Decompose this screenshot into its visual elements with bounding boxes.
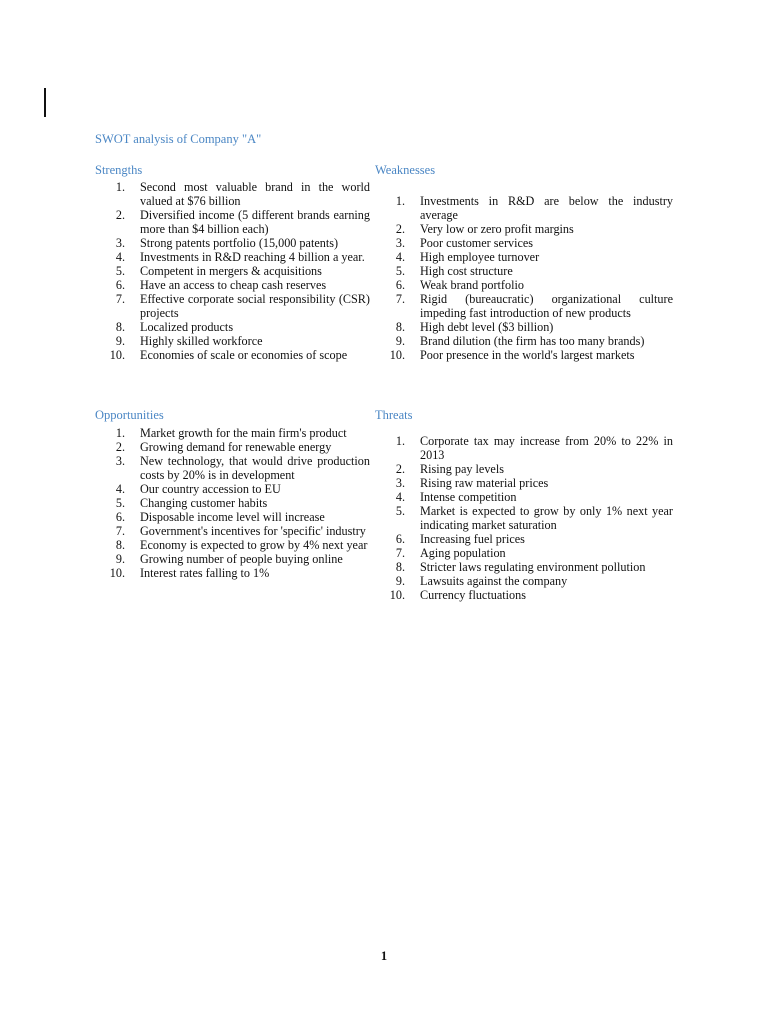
item-text: Rising pay levels <box>420 462 504 476</box>
item-number: 2. <box>395 222 405 236</box>
item-number: 7. <box>115 524 125 538</box>
item-number: 8. <box>395 560 405 574</box>
item-text: Increasing fuel prices <box>420 532 525 546</box>
threats-heading: Threats <box>375 408 413 422</box>
item-number: 6. <box>395 278 405 292</box>
item-number: 3. <box>395 236 405 250</box>
item-text: Currency fluctuations <box>420 588 526 602</box>
opportunities-list <box>95 426 370 580</box>
item-text: New technology, that would drive production costs by 20% is in development <box>140 454 370 482</box>
item-number: 9. <box>395 574 405 588</box>
list-item <box>375 560 673 574</box>
list-item <box>375 434 673 462</box>
list-item <box>95 236 370 250</box>
item-text: Poor presence in the world's largest markets <box>420 348 635 362</box>
list-item <box>95 264 370 278</box>
item-number: 6. <box>115 278 125 292</box>
item-number: 4. <box>115 250 125 264</box>
list-item <box>375 236 673 250</box>
item-number: 1. <box>115 180 125 194</box>
item-text: Market is expected to grow by only 1% next year indicating market saturation <box>420 504 673 532</box>
item-text: Strong patents portfolio (15,000 patents) <box>140 236 339 250</box>
document-title: SWOT analysis of Company "A" <box>95 132 262 146</box>
item-text: Growing demand for renewable energy <box>140 440 332 454</box>
item-text: Disposable income level will increase <box>140 510 325 524</box>
item-text: Economy is expected to grow by 4% next year <box>140 538 368 552</box>
item-text: Localized products <box>140 320 234 334</box>
item-number: 10. <box>389 348 405 362</box>
item-text: Brand dilution (the firm has too many brands) <box>420 334 645 348</box>
list-item <box>375 250 673 264</box>
list-item <box>375 222 673 236</box>
list-item <box>95 334 370 348</box>
list-item <box>95 566 370 580</box>
item-text: Second most valuable brand in the world valued at $76 billion <box>140 180 370 208</box>
item-number: 6. <box>115 510 125 524</box>
item-number: 8. <box>115 320 125 334</box>
opportunities-section <box>95 408 370 580</box>
item-text: Weak brand portfolio <box>420 278 524 292</box>
item-number: 7. <box>115 292 125 306</box>
threats-list <box>375 434 673 602</box>
item-text: Our country accession to EU <box>140 482 281 496</box>
item-text: Market growth for the main firm's product <box>140 426 347 440</box>
item-number: 6. <box>395 532 405 546</box>
item-text: Rising raw material prices <box>420 476 549 490</box>
list-item <box>375 462 673 476</box>
list-item <box>375 320 673 334</box>
item-text: Competent in mergers & acquisitions <box>140 264 322 278</box>
list-item <box>375 292 673 320</box>
list-item <box>95 496 370 510</box>
list-item <box>95 482 370 496</box>
item-text: Very low or zero profit margins <box>420 222 574 236</box>
list-item <box>95 208 370 236</box>
item-text: High cost structure <box>420 264 513 278</box>
item-number: 3. <box>115 236 125 250</box>
item-text: Investments in R&D are below the industry average <box>420 194 673 222</box>
list-item <box>95 524 370 538</box>
list-item <box>375 278 673 292</box>
list-item <box>95 454 370 482</box>
item-number: 1. <box>395 434 405 448</box>
item-number: 2. <box>115 440 125 454</box>
item-number: 8. <box>395 320 405 334</box>
item-number: 10. <box>109 348 125 362</box>
list-item <box>95 440 370 454</box>
item-text: Intense competition <box>420 490 517 504</box>
item-number: 7. <box>395 292 405 306</box>
item-text: High employee turnover <box>420 250 540 264</box>
item-text: Changing customer habits <box>140 496 268 510</box>
item-text: High debt level ($3 billion) <box>420 320 554 334</box>
item-number: 2. <box>395 462 405 476</box>
item-number: 2. <box>115 208 125 222</box>
item-text: Corporate tax may increase from 20% to 22% in 2013 <box>420 434 673 462</box>
item-text: Aging population <box>420 546 506 560</box>
list-item <box>95 320 370 334</box>
list-item <box>375 348 673 362</box>
item-number: 5. <box>115 264 125 278</box>
list-item <box>375 546 673 560</box>
list-item <box>375 532 673 546</box>
item-number: 9. <box>115 552 125 566</box>
weaknesses-section <box>375 163 673 362</box>
list-item <box>375 194 673 222</box>
item-number: 1. <box>115 426 125 440</box>
item-text: Rigid (bureaucratic) organizational culture impeding fast introduction of new products <box>420 292 673 320</box>
item-text: Government's incentives for 'specific' industry <box>140 524 366 538</box>
strengths-list <box>95 180 370 362</box>
item-number: 1. <box>395 194 405 208</box>
item-text: Effective corporate social responsibility (CSR) projects <box>140 292 370 320</box>
text-cursor <box>44 88 46 117</box>
list-item <box>375 504 673 532</box>
weaknesses-heading: Weaknesses <box>375 163 436 177</box>
item-number: 9. <box>395 334 405 348</box>
item-text: Investments in R&D reaching 4 billion a year. <box>140 250 365 264</box>
item-text: Diversified income (5 different brands earning more than $4 billion each) <box>140 208 370 236</box>
item-number: 7. <box>395 546 405 560</box>
list-item <box>95 180 370 208</box>
item-text: Have an access to cheap cash reserves <box>140 278 327 292</box>
list-item <box>95 552 370 566</box>
item-number: 8. <box>115 538 125 552</box>
list-item <box>95 278 370 292</box>
item-text: Interest rates falling to 1% <box>140 566 270 580</box>
item-text: Lawsuits against the company <box>420 574 568 588</box>
item-text: Poor customer services <box>420 236 534 250</box>
list-item <box>375 264 673 278</box>
list-item <box>95 250 370 264</box>
weaknesses-list <box>375 194 673 362</box>
strengths-section <box>95 163 370 362</box>
item-number: 10. <box>109 566 125 580</box>
list-item <box>95 292 370 320</box>
list-item <box>375 334 673 348</box>
list-item <box>375 490 673 504</box>
item-text: Stricter laws regulating environment pollution <box>420 560 646 574</box>
item-text: Highly skilled workforce <box>140 334 263 348</box>
item-text: Economies of scale or economies of scope <box>140 348 348 362</box>
list-item <box>95 348 370 362</box>
threats-section <box>375 408 673 602</box>
list-item <box>95 538 370 552</box>
list-item <box>95 426 370 440</box>
strengths-heading: Strengths <box>95 163 143 177</box>
item-number: 10. <box>389 588 405 602</box>
item-number: 5. <box>395 504 405 518</box>
item-number: 3. <box>395 476 405 490</box>
item-number: 5. <box>395 264 405 278</box>
item-number: 3. <box>115 454 125 468</box>
item-number: 4. <box>395 250 405 264</box>
item-number: 5. <box>115 496 125 510</box>
list-item <box>375 476 673 490</box>
item-number: 9. <box>115 334 125 348</box>
page-number: 1 <box>380 949 388 963</box>
item-number: 4. <box>395 490 405 504</box>
list-item <box>375 574 673 588</box>
list-item <box>95 510 370 524</box>
item-text: Growing number of people buying online <box>140 552 343 566</box>
list-item <box>375 588 673 602</box>
item-number: 4. <box>115 482 125 496</box>
opportunities-heading: Opportunities <box>95 408 164 422</box>
